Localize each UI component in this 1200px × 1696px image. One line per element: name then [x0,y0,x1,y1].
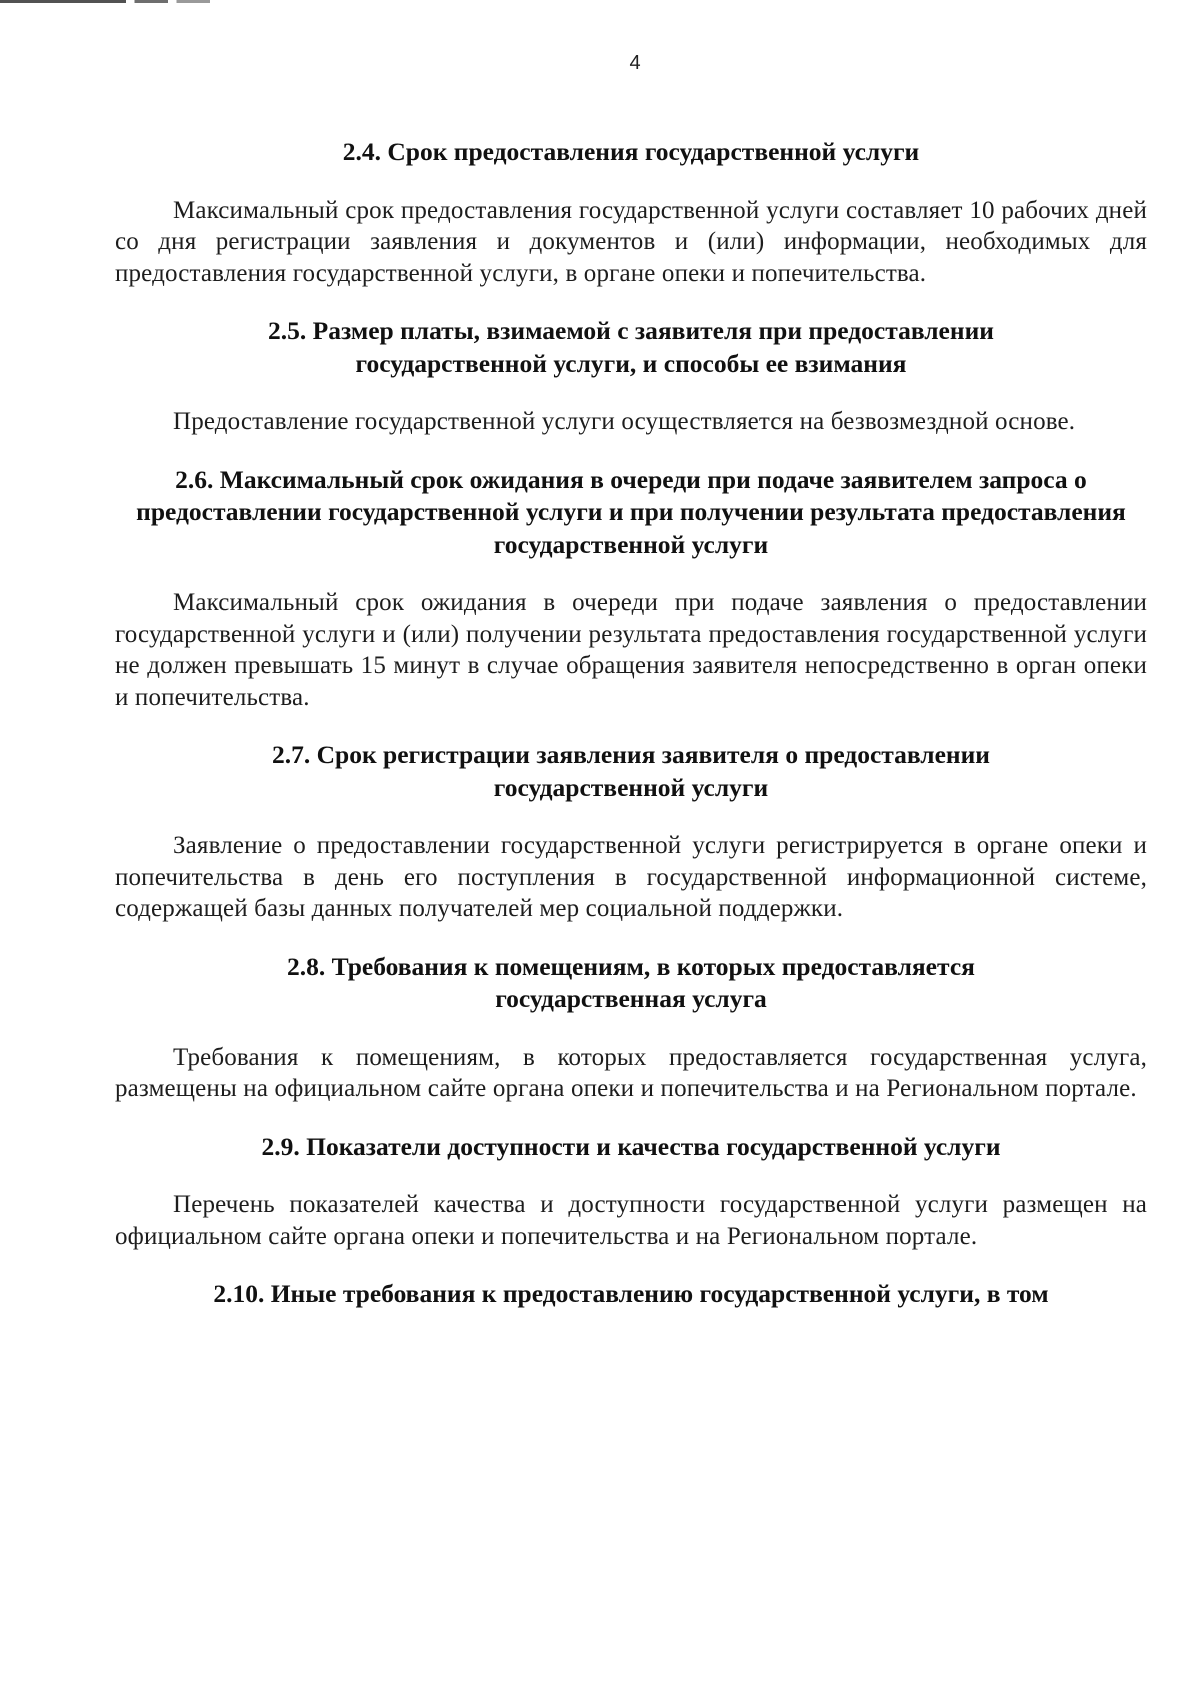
section-2-7 [115,739,1147,925]
section-2-10 [115,1278,1147,1311]
section-2-6 [115,464,1147,714]
section-text: Максимальный срок предоставления государственной услуги составляет 10 рабочих дней со дня регистрации заявления и документов и (или) информации, необходимых для предоставления государственной услуги, в органе опеки и попечительства. [115,196,1147,287]
section-text: Заявление о предоставлении государственной услуги регистрируется в органе опеки и попечительства в день его поступления в государственной информационной системе, содержащей базы данных получателей мер социальной поддержки. [115,832,1147,922]
section-heading: 2.9. Показатели доступности и качества государственной услуги [261,1131,1001,1161]
section-2-5 [115,315,1147,438]
section-heading: 2.8. Требования к помещениям, в которых предоставляется государственная услуга [287,951,975,1013]
section-2-4 [115,136,1147,289]
section-heading: 2.7. Срок регистрации заявления заявителя о предоставлении государственной услуги [271,740,990,802]
document-body [115,136,1147,1311]
section-2-9 [115,1131,1147,1253]
section-heading: 2.5. Размер платы, взимаемой с заявителя при предоставлении государственной услуги, и способы ее взимания [268,316,994,378]
scan-artifact [0,0,210,3]
section-heading: 2.4. Срок предоставления государственной услуги [342,137,920,166]
section-text: Перечень показателей качества и доступности государственной услуги размещен на официальном сайте органа опеки и попечительства и на Региональном портале. [115,1191,1147,1250]
section-text: Максимальный срок ожидания в очереди при подаче заявления о предоставлении государственной услуги и (или) получении результата предоставления государственной услуги не должен превышать 15 минут в случае обращения заявителя непосредственно в орган опеки и попечительства. [115,589,1147,711]
section-text: Предоставление государственной услуги осуществляется на безвозмездной основе. [173,408,1076,435]
section-2-8 [115,951,1147,1105]
page-number: 4 [629,52,641,74]
section-heading: 2.10. Иные требования к предоставлению государственной услуги, в том [213,1279,1049,1308]
section-heading: 2.6. Максимальный срок ожидания в очереди при подаче заявителем запроса о предоставлении государственной услуги и при получении результата предоставления государственной услуги [136,464,1126,559]
section-text: Требования к помещениям, в которых предоставляется государственная услуга, размещены на официальном сайте органа опеки и попечительства и на Региональном портале. [115,1043,1147,1102]
